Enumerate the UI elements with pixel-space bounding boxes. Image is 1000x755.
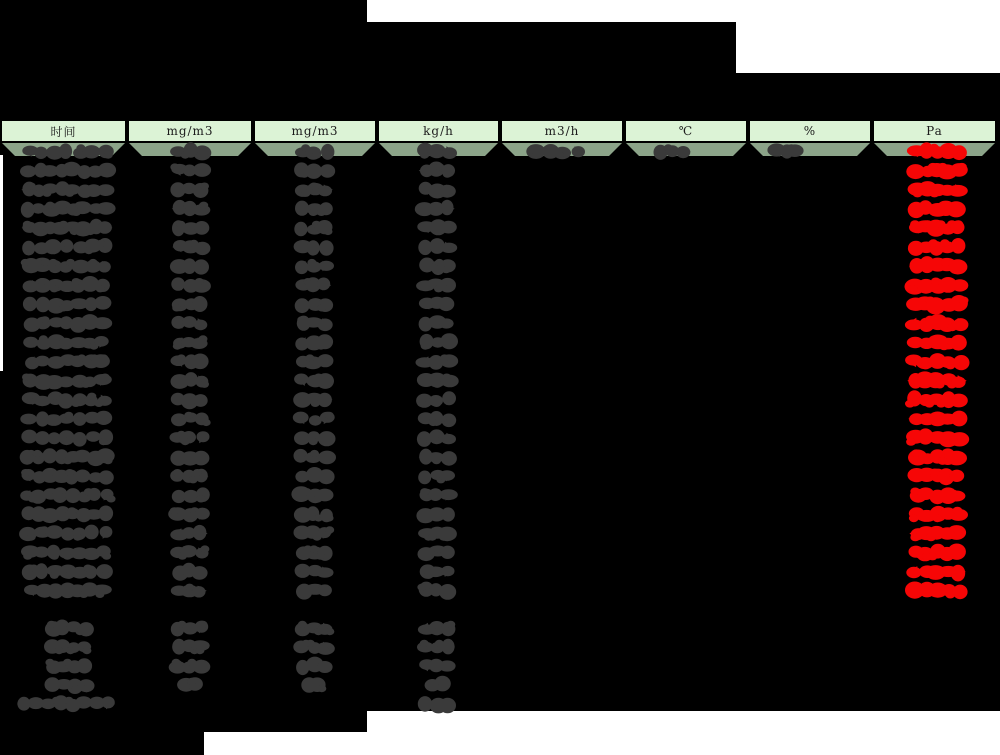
table-row (22, 506, 969, 524)
table-row (21, 428, 969, 447)
column-header-4: m3/h (502, 121, 622, 141)
column-header-1: mg/m3 (129, 121, 251, 141)
column-header-2: mg/m3 (255, 121, 375, 141)
table-row (24, 314, 969, 333)
table-row (23, 295, 969, 315)
table-row (19, 525, 966, 542)
table-row (20, 411, 967, 428)
table-row (25, 353, 969, 370)
column-header-3: kg/h (379, 121, 498, 141)
table-row (24, 582, 968, 600)
table-row (20, 162, 968, 180)
table-row (22, 219, 965, 237)
table-row (22, 371, 967, 390)
column-header-6: % (750, 121, 870, 141)
table-row (21, 181, 967, 198)
table-row (22, 390, 968, 409)
table-row (22, 563, 966, 582)
table-row (22, 142, 967, 160)
table-row (23, 333, 967, 350)
table-row (21, 467, 964, 485)
table-row (23, 276, 969, 295)
footer-row (17, 695, 456, 713)
column-header-5: ℃ (626, 121, 746, 141)
summary-row (45, 676, 451, 694)
table-row (20, 448, 967, 466)
table-row (20, 486, 965, 504)
column-header-7: Pa (874, 121, 995, 141)
summary-row (44, 639, 455, 655)
table-row (21, 256, 968, 275)
column-header-0: 时间 (2, 121, 125, 141)
summary-row (45, 620, 456, 637)
table-row (21, 544, 966, 562)
summary-row (45, 657, 455, 676)
table-row (21, 200, 966, 218)
table-row (22, 238, 965, 256)
